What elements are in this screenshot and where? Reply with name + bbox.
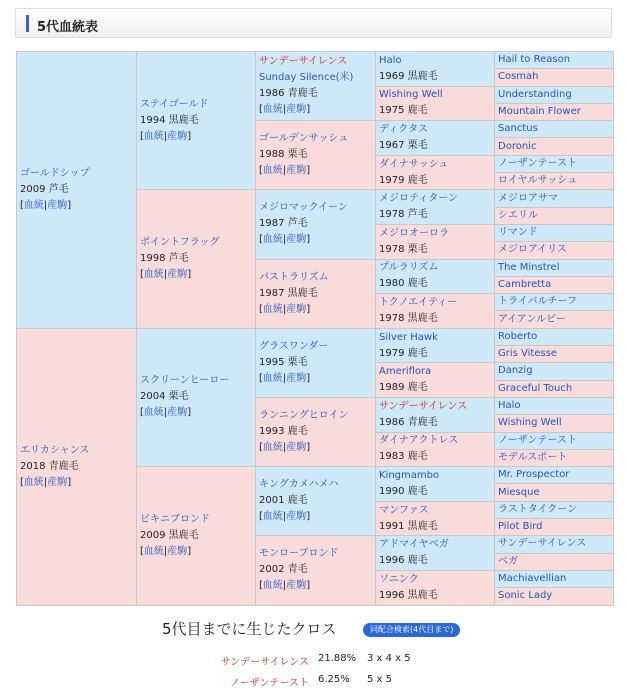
pedigree-cell-gen1 xyxy=(17,328,137,605)
horse-meta xyxy=(20,459,136,475)
pedigree-cell-gen5 xyxy=(495,69,614,86)
horse-color: 栗毛 xyxy=(168,391,189,403)
horse-meta: 1969 黒鹿毛 xyxy=(379,70,438,82)
horse-year: 1988 xyxy=(259,149,285,161)
horse-color: 青鹿毛 xyxy=(287,88,318,100)
horse-color: 青鹿毛 xyxy=(48,460,79,472)
horse-name[interactable]: ポイントフラッグ xyxy=(140,237,220,249)
horse-name[interactable]: サンデーサイレンス xyxy=(259,56,348,68)
horse-links: [血統|産駒] xyxy=(140,130,192,142)
pedigree-cell-gen5 xyxy=(495,207,614,224)
horse-name[interactable]: ステイゴールド xyxy=(140,98,209,110)
pedigree-cell-gen4 xyxy=(376,190,495,225)
pedigree-cell-gen5 xyxy=(495,484,614,501)
pedigree-cell-gen4 xyxy=(376,328,495,363)
horse-name[interactable]: Cambretta xyxy=(498,279,552,290)
produced-link[interactable]: 産駒 xyxy=(286,580,307,592)
horse-meta: 1991 黒鹿毛 xyxy=(379,520,438,532)
pedigree-cell-gen3 xyxy=(256,328,376,397)
horse-meta xyxy=(140,389,255,405)
pedigree-cell-gen3 xyxy=(256,52,376,121)
horse-name[interactable]: Halo xyxy=(379,54,402,66)
pedigree-cell-gen2 xyxy=(137,328,256,466)
horse-meta: 1983 鹿毛 xyxy=(379,451,428,463)
horse-links: [血統|産駒] xyxy=(259,104,311,116)
horse-name[interactable]: モデルスポート xyxy=(498,451,568,463)
horse-meta xyxy=(259,424,375,440)
horse-meta xyxy=(259,493,375,509)
horse-name[interactable]: Sonic Lady xyxy=(498,590,553,602)
pedigree-cell-gen5 xyxy=(495,173,614,190)
bloodline-link[interactable]: 血統 xyxy=(262,372,283,384)
pedigree-cell-gen2 xyxy=(137,52,256,190)
horse-name[interactable]: ソニンク xyxy=(379,573,419,585)
horse-year: 1998 xyxy=(140,253,166,265)
horse-name[interactable]: Ameriflora xyxy=(379,366,432,378)
produced-link[interactable]: 産駒 xyxy=(47,476,68,488)
horse-year: 1995 xyxy=(259,356,285,368)
horse-name[interactable]: Silver Hawk xyxy=(379,331,438,343)
pedigree-cell-gen5 xyxy=(495,380,614,397)
section-header xyxy=(15,8,612,38)
horse-name[interactable]: Sanctus xyxy=(498,123,538,135)
horse-year: 1993 xyxy=(259,426,285,438)
horse-name[interactable]: ディクタス xyxy=(379,123,428,135)
produced-link[interactable]: 産駒 xyxy=(167,130,188,142)
horse-links: [血統|産駒] xyxy=(259,580,311,592)
produced-link[interactable]: 産駒 xyxy=(286,303,307,315)
pedigree-cell-gen4 xyxy=(376,259,495,294)
horse-meta: 1996 黒鹿毛 xyxy=(379,589,438,601)
pedigree-cell-gen2 xyxy=(137,467,256,605)
horse-meta: 1979 鹿毛 xyxy=(379,347,428,359)
pedigree-cell-gen5 xyxy=(495,86,614,103)
pedigree-cell-gen5 xyxy=(495,397,614,414)
same-mating-search-button[interactable]: 同配合検索(4代目まで) xyxy=(363,623,460,637)
cross-horse-name[interactable]: サンデーサイレンス xyxy=(220,657,309,668)
horse-name[interactable]: Miesque xyxy=(498,486,540,498)
pedigree-cell-gen5 xyxy=(495,328,614,345)
pedigree-cell-gen3 xyxy=(256,536,376,605)
horse-meta xyxy=(140,113,255,129)
horse-name[interactable]: マンファス xyxy=(379,504,429,516)
horse-year: 1987 xyxy=(259,287,285,299)
horse-name[interactable]: アドマイヤベガ xyxy=(379,539,449,551)
produced-link[interactable]: 産駒 xyxy=(286,372,307,384)
horse-name[interactable]: Danzig xyxy=(498,365,533,377)
cross-generations: 3 x 4 x 5 xyxy=(367,653,411,664)
horse-links: [血統|産駒] xyxy=(259,511,311,523)
horse-links: [血統|産駒] xyxy=(20,199,72,211)
pedigree-table xyxy=(16,51,614,606)
pedigree-cell-gen5 xyxy=(495,294,614,311)
horse-name[interactable]: Roberto xyxy=(498,330,538,342)
pedigree-cell-gen5 xyxy=(495,449,614,466)
horse-year: 1994 xyxy=(140,114,166,126)
pedigree-cell-gen5 xyxy=(495,190,614,207)
horse-meta xyxy=(259,562,375,578)
pedigree-cell-gen5 xyxy=(495,570,614,587)
pedigree-cell-gen5 xyxy=(495,52,614,69)
produced-link[interactable]: 産駒 xyxy=(167,269,188,281)
horse-name[interactable]: アイアンルビー xyxy=(498,313,566,325)
horse-meta xyxy=(20,182,136,198)
horse-name[interactable]: Gris Vitesse xyxy=(498,348,558,360)
produced-link[interactable]: 産駒 xyxy=(167,407,188,419)
cross-horse-name[interactable]: ノーザンテースト xyxy=(230,678,309,689)
horse-color: 黒鹿毛 xyxy=(168,529,199,541)
horse-color: 黒鹿毛 xyxy=(168,114,199,126)
crosses-title: 5代目までに生じたクロス xyxy=(162,620,337,638)
horse-name[interactable]: パストラリズム xyxy=(259,271,329,283)
horse-links: [血統|産駒] xyxy=(259,165,311,177)
cross-percentage: 21.88% xyxy=(318,653,357,664)
horse-name[interactable]: Wishing Well xyxy=(498,417,562,429)
horse-year: 2002 xyxy=(259,564,285,576)
bloodline-link[interactable]: 血統 xyxy=(143,269,164,281)
horse-english-name[interactable]: Sunday Silence(米) xyxy=(259,72,354,84)
horse-name[interactable]: キングカメハメハ xyxy=(259,479,339,491)
pedigree-cell-gen5 xyxy=(495,311,614,328)
horse-meta: 1996 鹿毛 xyxy=(379,555,428,567)
horse-links: [血統|産駒] xyxy=(259,234,311,246)
horse-name[interactable]: Halo xyxy=(498,400,521,412)
pedigree-cell-gen5 xyxy=(495,242,614,259)
horse-meta: 1979 鹿毛 xyxy=(379,174,428,186)
horse-meta: 1990 鹿毛 xyxy=(379,485,428,497)
horse-year: 2001 xyxy=(259,495,285,507)
pedigree-cell-gen4 xyxy=(376,294,495,329)
horse-name[interactable]: メジロマックイーン xyxy=(259,202,348,214)
horse-color: 栗毛 xyxy=(287,149,308,161)
pedigree-cell-gen4 xyxy=(376,155,495,190)
pedigree-cell-gen3 xyxy=(256,121,376,190)
horse-name[interactable]: Cosmah xyxy=(498,71,539,83)
horse-year: 2009 xyxy=(20,183,46,195)
horse-year: 1987 xyxy=(259,218,285,230)
horse-meta xyxy=(259,355,375,371)
bloodline-link[interactable]: 血統 xyxy=(262,104,283,116)
horse-name[interactable]: プルラリズム xyxy=(379,262,439,274)
pedigree-cell-gen5 xyxy=(495,519,614,536)
horse-meta: 1978 黒鹿毛 xyxy=(379,312,438,324)
horse-meta xyxy=(140,251,255,267)
horse-meta: 1967 栗毛 xyxy=(379,139,428,151)
horse-name[interactable]: メジロアイリス xyxy=(498,244,567,256)
horse-meta xyxy=(259,216,375,232)
bloodline-link[interactable]: 血統 xyxy=(262,511,283,523)
pedigree-cell-gen5 xyxy=(495,467,614,484)
pedigree-cell-gen5 xyxy=(495,346,614,363)
horse-name[interactable]: Mountain Flower xyxy=(498,106,581,118)
pedigree-cell-gen4 xyxy=(376,432,495,467)
horse-name[interactable]: ランニングヒロイン xyxy=(259,410,349,422)
horse-color: 芦毛 xyxy=(48,183,69,195)
horse-color: 黒鹿毛 xyxy=(287,287,318,299)
produced-link[interactable]: 産駒 xyxy=(286,511,307,523)
horse-name[interactable]: グラスワンダー xyxy=(259,340,329,352)
pedigree-cell-gen5 xyxy=(495,588,614,605)
horse-name[interactable]: Graceful Touch xyxy=(498,382,573,394)
horse-name[interactable]: Kingmambo xyxy=(379,469,440,481)
pedigree-cell-gen4 xyxy=(376,501,495,536)
horse-links: [血統|産駒] xyxy=(140,545,192,557)
horse-links: [血統|産駒] xyxy=(259,303,311,315)
horse-meta: 1980 鹿毛 xyxy=(379,278,428,290)
horse-meta xyxy=(259,147,375,163)
pedigree-cell-gen3 xyxy=(256,397,376,466)
bloodline-link[interactable]: 血統 xyxy=(143,130,164,142)
bloodline-link[interactable]: 血統 xyxy=(262,303,283,315)
horse-name[interactable]: ダイナアクトレス xyxy=(379,435,459,447)
pedigree-cell-gen4 xyxy=(376,570,495,605)
pedigree-cell-gen5 xyxy=(495,259,614,276)
horse-name[interactable]: シエリル xyxy=(498,209,538,221)
pedigree-cell-gen2 xyxy=(137,190,256,328)
horse-links: [血統|産駒] xyxy=(259,372,311,384)
produced-link[interactable]: 産駒 xyxy=(286,165,307,177)
horse-year: 2004 xyxy=(140,391,166,403)
horse-color: 青毛 xyxy=(287,564,308,576)
produced-link[interactable]: 産駒 xyxy=(286,442,307,454)
horse-color: 芦毛 xyxy=(287,218,308,230)
horse-name[interactable]: ダイナサッシュ xyxy=(379,158,449,170)
pedigree-cell-gen5 xyxy=(495,363,614,380)
pedigree-cell-gen3 xyxy=(256,259,376,328)
horse-links: [血統|産駒] xyxy=(259,442,311,454)
pedigree-cell-gen5 xyxy=(495,138,614,155)
horse-name[interactable]: Understanding xyxy=(498,88,572,100)
horse-name[interactable]: ノーザンテースト xyxy=(498,157,577,169)
pedigree-cell-gen4 xyxy=(376,363,495,398)
horse-name[interactable]: Machiavellian xyxy=(498,573,567,585)
horse-meta: 1975 鹿毛 xyxy=(379,105,428,117)
horse-name[interactable]: モンローブロンド xyxy=(259,548,339,560)
bloodline-link[interactable]: 血統 xyxy=(143,545,164,557)
horse-name[interactable]: ロイヤルサッシュ xyxy=(498,175,578,187)
horse-name[interactable]: ラストタイクーン xyxy=(498,503,578,515)
pedigree-cell-gen5 xyxy=(495,501,614,518)
horse-links: [血統|産駒] xyxy=(140,269,192,281)
horse-name[interactable]: トクノエイティー xyxy=(379,296,458,308)
horse-meta xyxy=(140,528,255,544)
bloodline-link[interactable]: 血統 xyxy=(143,407,164,419)
horse-meta: 1986 青鹿毛 xyxy=(379,416,438,428)
horse-meta: 1989 鹿毛 xyxy=(379,382,428,394)
horse-name[interactable]: ノーザンテースト xyxy=(498,434,577,446)
produced-link[interactable]: 産駒 xyxy=(167,545,188,557)
pedigree-cell-gen5 xyxy=(495,121,614,138)
pedigree-cell-gen4 xyxy=(376,397,495,432)
horse-name[interactable]: スクリーンヒーロー xyxy=(140,375,230,387)
horse-name[interactable]: ゴールドシップ xyxy=(20,167,90,179)
horse-color: 鹿毛 xyxy=(287,426,308,438)
produced-link[interactable]: 産駒 xyxy=(286,234,307,246)
pedigree-cell-gen4 xyxy=(376,121,495,156)
horse-name[interactable]: エリカシャンス xyxy=(20,444,90,456)
cross-generations: 5 x 5 xyxy=(367,674,392,685)
horse-name[interactable]: The Minstrel xyxy=(498,261,560,273)
horse-year: 2018 xyxy=(20,460,46,472)
horse-name[interactable]: Pilot Bird xyxy=(498,521,543,533)
horse-name[interactable]: Hail to Reason xyxy=(498,54,571,66)
pedigree-cell-gen5 xyxy=(495,276,614,293)
horse-meta xyxy=(259,86,375,102)
pedigree-cell-gen5 xyxy=(495,432,614,449)
horse-color: 鹿毛 xyxy=(287,495,308,507)
horse-name[interactable]: ゴールデンサッシュ xyxy=(259,133,349,145)
horse-name[interactable]: メジロアサマ xyxy=(498,192,558,204)
horse-links: [血統|産駒] xyxy=(20,476,72,488)
horse-name[interactable]: Wishing Well xyxy=(379,89,443,101)
pedigree-cell-gen4 xyxy=(376,224,495,259)
pedigree-cell-gen5 xyxy=(495,536,614,553)
horse-year: 1986 xyxy=(259,88,285,100)
horse-name[interactable]: Mr. Prospector xyxy=(498,469,570,481)
horse-name[interactable]: サンデーサイレンス xyxy=(498,538,587,550)
pedigree-cell-gen5 xyxy=(495,224,614,241)
pedigree-cell-gen5 xyxy=(495,155,614,172)
bloodline-link[interactable]: 血統 xyxy=(23,476,44,488)
pedigree-cell-gen4 xyxy=(376,52,495,87)
horse-name[interactable]: Doronic xyxy=(498,140,537,152)
bloodline-link[interactable]: 血統 xyxy=(262,580,283,592)
horse-meta: 1978 栗毛 xyxy=(379,243,428,255)
bloodline-link[interactable]: 血統 xyxy=(262,165,283,177)
horse-meta xyxy=(259,286,375,302)
pedigree-cell-gen4 xyxy=(376,536,495,571)
header-accent-bar xyxy=(26,15,29,32)
bloodline-link[interactable]: 血統 xyxy=(23,199,44,211)
cross-percentage: 6.25% xyxy=(318,674,350,685)
horse-name[interactable]: リマンド xyxy=(498,227,538,239)
horse-name[interactable]: サンデーサイレンス xyxy=(379,400,468,412)
bloodline-link[interactable]: 血統 xyxy=(262,234,283,246)
produced-link[interactable]: 産駒 xyxy=(286,104,307,116)
horse-year: 2009 xyxy=(140,529,166,541)
pedigree-cell-gen4 xyxy=(376,86,495,121)
pedigree-cell-gen5 xyxy=(495,415,614,432)
bloodline-link[interactable]: 血統 xyxy=(262,442,283,454)
horse-meta: 1978 芦毛 xyxy=(379,209,428,221)
horse-name[interactable]: メジロオーロラ xyxy=(379,227,449,239)
pedigree-cell-gen3 xyxy=(256,190,376,259)
horse-name[interactable]: ビキニブロンド xyxy=(140,513,210,525)
pedigree-cell-gen4 xyxy=(376,467,495,502)
horse-name[interactable]: トライバルチーフ xyxy=(498,296,577,308)
horse-name[interactable]: メジロティターン xyxy=(379,193,458,205)
produced-link[interactable]: 産駒 xyxy=(47,199,68,211)
pedigree-cell-gen3 xyxy=(256,467,376,536)
horse-color: 栗毛 xyxy=(287,356,308,368)
pedigree-cell-gen1 xyxy=(17,52,137,329)
pedigree-cell-gen5 xyxy=(495,103,614,120)
horse-name[interactable]: ベガ xyxy=(498,555,518,567)
horse-color: 芦毛 xyxy=(168,253,189,265)
horse-links: [血統|産駒] xyxy=(140,407,192,419)
section-title: 5代血統表 xyxy=(37,20,99,35)
pedigree-cell-gen5 xyxy=(495,553,614,570)
